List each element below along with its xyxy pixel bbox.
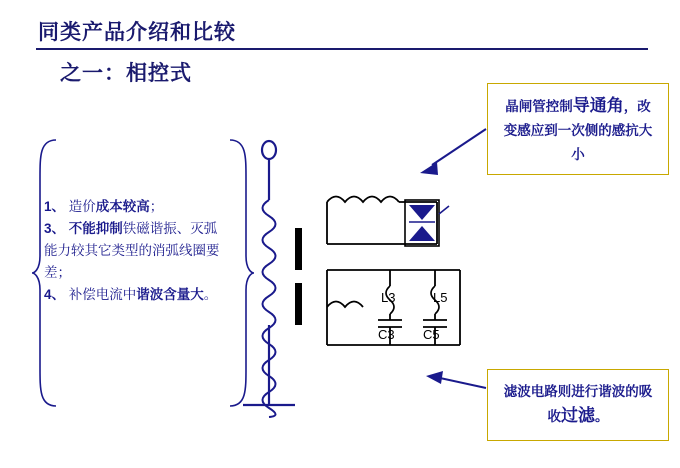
drawback-item-4-tail: 。 [203,287,218,302]
page-subtitle: 之一：相控式 [60,62,192,85]
left-brace-close [228,138,256,408]
drawback-item-1-number: 1、 [44,199,66,214]
callout-bottom-line2-pre: 谐波的吸收 [547,384,653,424]
drawback-item-1-emph: 成本较高 [95,199,150,214]
label-c3: C3 [378,327,395,342]
callout-top-line1-pre: 晶闸管控制 [505,99,573,114]
drawback-item-4 [44,284,230,306]
drawback-item-4-emph: 谐波含量大 [136,287,204,302]
drawback-item-1-text: 造价 [68,199,96,214]
callout-bottom-line2-post: 。 [595,409,609,424]
callout-filter [487,369,669,441]
label-l3: L3 [381,290,396,305]
drawback-item-3-tail: 铁磁谐振、灭弧能力较其它类型的消弧线圈要差； [44,221,220,280]
callout-top-line1-emph: 导通 [572,96,607,115]
drawback-item-4-number: 4、 [44,287,66,302]
drawback-item-3-emph: 不能抑制 [68,221,123,236]
callout-top-line2-post: ，改变感应到一次 [503,99,651,138]
callout-bottom-line1: 滤波电路则进行 [503,384,599,399]
title-divider [36,48,648,50]
drawback-item-4-text: 补偿电流中 [68,287,137,302]
drawback-item-1-tail: ； [149,199,164,214]
drawback-item-3 [44,218,230,284]
callout-top-line2-emph: 角 [606,96,624,115]
callout-bottom-line2-emph: 过滤 [561,406,595,425]
callout-top-line3: 侧的感抗大小 [571,123,653,162]
drawback-list [44,196,230,306]
callout-thyristor [487,83,669,175]
drawback-item-3-number: 3、 [44,221,66,236]
label-l5: L5 [433,290,448,305]
page-title: 同类产品介绍和比较 [38,21,236,44]
label-c5: C5 [423,327,440,342]
drawback-item-1 [44,196,230,218]
